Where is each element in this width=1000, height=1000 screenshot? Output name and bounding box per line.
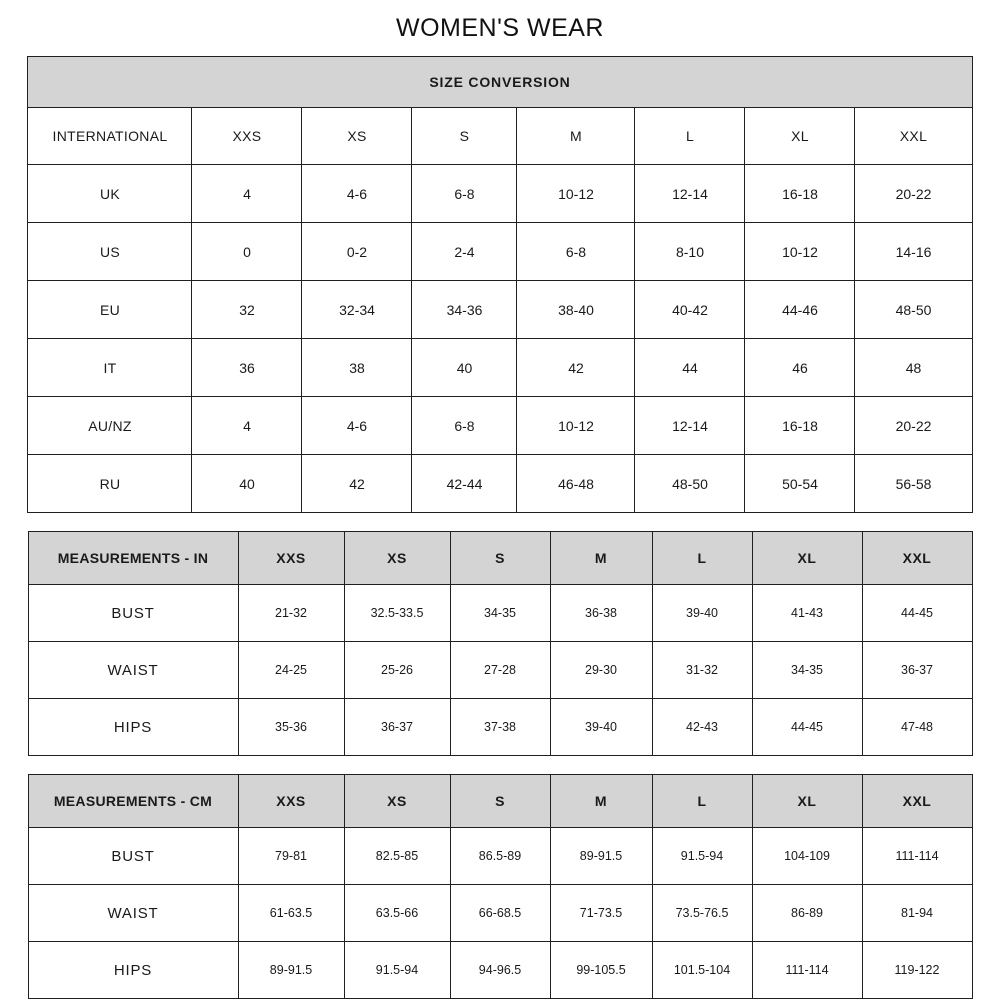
cell: 29-30 <box>550 642 652 699</box>
cell: 32 <box>192 281 302 339</box>
row-label: HIPS <box>28 942 238 999</box>
cell: 12-14 <box>635 397 745 455</box>
row-label: AU/NZ <box>28 397 192 455</box>
cell: 4 <box>192 397 302 455</box>
cell: 37-38 <box>450 699 550 756</box>
row-label: EU <box>28 281 192 339</box>
row-label: UK <box>28 165 192 223</box>
cell: 39-40 <box>652 585 752 642</box>
column-header-s: S <box>450 775 550 828</box>
table-row <box>28 828 972 885</box>
table-header-row <box>28 532 972 585</box>
column-header-s: S <box>450 532 550 585</box>
table-row <box>28 223 972 281</box>
cell: 89-91.5 <box>238 942 344 999</box>
table-row <box>28 339 972 397</box>
row-label: US <box>28 223 192 281</box>
cell: 10-12 <box>517 165 635 223</box>
cell: 34-36 <box>412 281 517 339</box>
table-row <box>28 585 972 642</box>
column-header-xl: XL <box>752 775 862 828</box>
table-row <box>28 165 972 223</box>
page-title: WOMEN'S WEAR <box>396 14 604 42</box>
column-header-l: L <box>635 108 745 165</box>
cell: 50-54 <box>745 455 855 513</box>
table-row <box>28 397 972 455</box>
cell: 44-45 <box>862 585 972 642</box>
column-header-xxs: XXS <box>238 775 344 828</box>
column-header-measurements-in: MEASUREMENTS - IN <box>28 532 238 585</box>
cell: 99-105.5 <box>550 942 652 999</box>
table-row <box>28 642 972 699</box>
column-header-xxl: XXL <box>862 532 972 585</box>
cell: 61-63.5 <box>238 885 344 942</box>
cell: 47-48 <box>862 699 972 756</box>
table-header-row <box>28 775 972 828</box>
cell: 41-43 <box>752 585 862 642</box>
cell: 10-12 <box>517 397 635 455</box>
column-header-l: L <box>652 532 752 585</box>
cell: 42 <box>517 339 635 397</box>
cell: 4 <box>192 165 302 223</box>
cell: 66-68.5 <box>450 885 550 942</box>
table-header-row <box>28 108 972 165</box>
cell: 6-8 <box>412 397 517 455</box>
cell: 20-22 <box>855 165 972 223</box>
cell: 14-16 <box>855 223 972 281</box>
cell: 8-10 <box>635 223 745 281</box>
column-header-xl: XL <box>745 108 855 165</box>
column-header-xxs: XXS <box>238 532 344 585</box>
cell: 44-46 <box>745 281 855 339</box>
cell: 111-114 <box>862 828 972 885</box>
cell: 48 <box>855 339 972 397</box>
cell: 38 <box>302 339 412 397</box>
cell: 0 <box>192 223 302 281</box>
cell: 24-25 <box>238 642 344 699</box>
cell: 86.5-89 <box>450 828 550 885</box>
column-header-s: S <box>412 108 517 165</box>
table-row <box>28 699 972 756</box>
column-header-m: M <box>550 775 652 828</box>
table-row <box>28 281 972 339</box>
column-header-xxl: XXL <box>862 775 972 828</box>
cell: 6-8 <box>412 165 517 223</box>
row-label: WAIST <box>28 642 238 699</box>
cell: 34-35 <box>752 642 862 699</box>
row-label: BUST <box>28 585 238 642</box>
row-label: IT <box>28 339 192 397</box>
cell: 36-38 <box>550 585 652 642</box>
cell: 81-94 <box>862 885 972 942</box>
cell: 39-40 <box>550 699 652 756</box>
cell: 94-96.5 <box>450 942 550 999</box>
measurements-inches-table <box>28 531 973 756</box>
row-label: HIPS <box>28 699 238 756</box>
cell: 16-18 <box>745 165 855 223</box>
column-header-m: M <box>550 532 652 585</box>
column-header-xs: XS <box>302 108 412 165</box>
column-header-international: INTERNATIONAL <box>28 108 192 165</box>
column-header-measurements-cm: MEASUREMENTS - CM <box>28 775 238 828</box>
cell: 16-18 <box>745 397 855 455</box>
cell: 63.5-66 <box>344 885 450 942</box>
cell: 10-12 <box>745 223 855 281</box>
size-conversion-banner: SIZE CONVERSION <box>28 57 972 108</box>
cell: 82.5-85 <box>344 828 450 885</box>
column-header-m: M <box>517 108 635 165</box>
row-label: BUST <box>28 828 238 885</box>
cell: 40 <box>412 339 517 397</box>
cell: 34-35 <box>450 585 550 642</box>
cell: 86-89 <box>752 885 862 942</box>
cell: 25-26 <box>344 642 450 699</box>
table-row <box>28 885 972 942</box>
cell: 91.5-94 <box>344 942 450 999</box>
cell: 31-32 <box>652 642 752 699</box>
cell: 48-50 <box>855 281 972 339</box>
column-header-xxs: XXS <box>192 108 302 165</box>
column-header-xs: XS <box>344 775 450 828</box>
cell: 12-14 <box>635 165 745 223</box>
table-row <box>28 942 972 999</box>
row-label: WAIST <box>28 885 238 942</box>
cell: 40-42 <box>635 281 745 339</box>
cell: 36-37 <box>862 642 972 699</box>
cell: 89-91.5 <box>550 828 652 885</box>
cell: 56-58 <box>855 455 972 513</box>
cell: 71-73.5 <box>550 885 652 942</box>
cell: 20-22 <box>855 397 972 455</box>
cell: 32-34 <box>302 281 412 339</box>
cell: 46 <box>745 339 855 397</box>
measurements-cm-table <box>28 774 973 999</box>
cell: 21-32 <box>238 585 344 642</box>
table-row <box>28 455 972 513</box>
cell: 44-45 <box>752 699 862 756</box>
cell: 44 <box>635 339 745 397</box>
cell: 119-122 <box>862 942 972 999</box>
cell: 104-109 <box>752 828 862 885</box>
cell: 42 <box>302 455 412 513</box>
column-header-l: L <box>652 775 752 828</box>
table-banner-row <box>28 57 972 108</box>
cell: 38-40 <box>517 281 635 339</box>
cell: 48-50 <box>635 455 745 513</box>
cell: 101.5-104 <box>652 942 752 999</box>
cell: 111-114 <box>752 942 862 999</box>
cell: 6-8 <box>517 223 635 281</box>
cell: 27-28 <box>450 642 550 699</box>
cell: 79-81 <box>238 828 344 885</box>
column-header-xl: XL <box>752 532 862 585</box>
cell: 4-6 <box>302 397 412 455</box>
row-label: RU <box>28 455 192 513</box>
cell: 91.5-94 <box>652 828 752 885</box>
cell: 32.5-33.5 <box>344 585 450 642</box>
cell: 36-37 <box>344 699 450 756</box>
cell: 35-36 <box>238 699 344 756</box>
cell: 42-44 <box>412 455 517 513</box>
cell: 0-2 <box>302 223 412 281</box>
cell: 46-48 <box>517 455 635 513</box>
cell: 40 <box>192 455 302 513</box>
size-conversion-table <box>27 56 972 513</box>
cell: 42-43 <box>652 699 752 756</box>
cell: 4-6 <box>302 165 412 223</box>
cell: 36 <box>192 339 302 397</box>
cell: 73.5-76.5 <box>652 885 752 942</box>
column-header-xxl: XXL <box>855 108 972 165</box>
column-header-xs: XS <box>344 532 450 585</box>
cell: 2-4 <box>412 223 517 281</box>
